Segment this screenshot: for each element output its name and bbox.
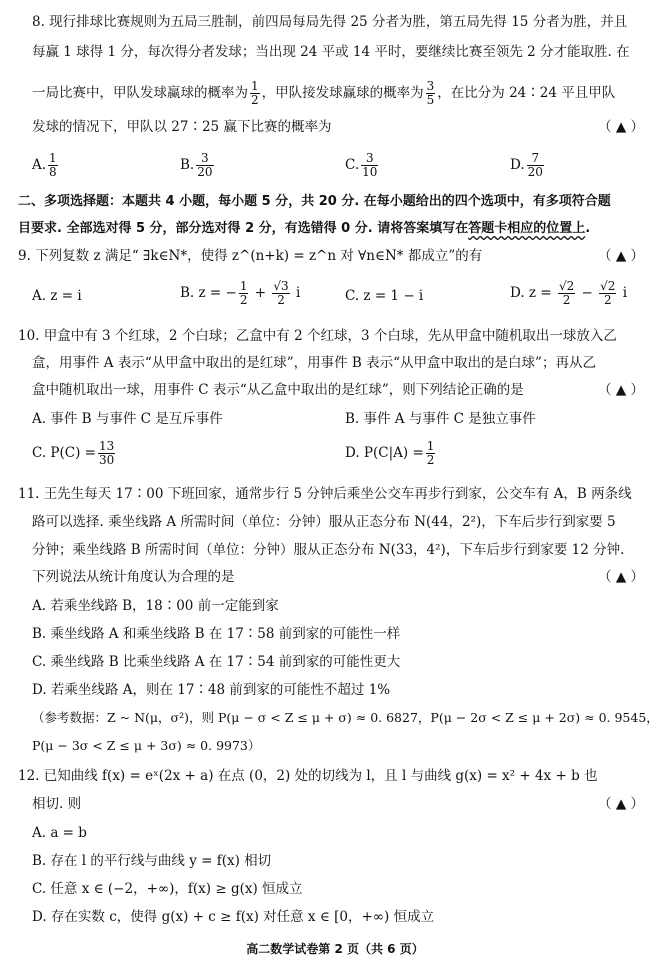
answer-mark: （ ▲ ） <box>598 796 644 812</box>
q12-line1: 12. 已知曲线 f(x) = eˣ(2x + a) 在点 (0，2) 处的切线为 l，且 l 与曲线 g(x) = x² + 4x + b 也 <box>18 768 598 784</box>
answer-mark: （ ▲ ） <box>598 119 644 135</box>
q10-option-c: C. P(C) = $\frac{13}{30}$ <box>32 439 115 467</box>
q9-option-c: C. z = 1 − i <box>345 288 424 304</box>
q8-option-b: B. $\frac{3}{20}$ <box>180 151 213 179</box>
q9-option-d: D. z = $\frac{√2}{2}$ − $\frac{√2}{2}$ i <box>510 279 628 307</box>
q12-option-d: D. 存在实数 c，使得 g(x) + c ≥ f(x) 对任意 x ∈ [0，+∞) 恒成立 <box>32 909 435 925</box>
q11-option-d: D. 若乘坐线路 A，则在 17∶48 前到家的可能性不超过 1% <box>32 682 391 698</box>
q10-option-d: D. P(C|A) = $\frac{1}{2}$ <box>345 439 435 467</box>
fraction: $\frac{3}{5}$ <box>426 79 435 107</box>
q10-line3: 盒中随机取出一球，用事件 C 表示“从乙盒中取出的是红球”，则下列结论正确的是 <box>32 382 524 398</box>
q8-option-c: C. $\frac{3}{10}$ <box>345 151 378 179</box>
q10-option-b: B. 事件 A 与事件 C 是独立事件 <box>345 411 536 427</box>
q8-line2: 每赢 1 球得 1 分，每次得分者发球；当出现 24 平或 14 平时，要继续比赛至领先 2 分才能取胜. 在 <box>32 44 630 60</box>
fraction: $\frac{1}{2}$ <box>251 79 259 107</box>
q11-line3: 分钟；乘坐线路 B 所需时间（单位：分钟）服从正态分布 N(33，4²)，下车后步行到家要 12 分钟. <box>32 542 625 558</box>
answer-mark: （ ▲ ） <box>598 569 644 585</box>
q10-line2: 盒，用事件 A 表示“从甲盒中取出的是红球”，用事件 B 表示“从甲盒中取出的是白球”；再从乙 <box>32 355 596 371</box>
page-footer: 高二数学试卷第 2 页（共 6 页） <box>246 942 424 956</box>
q11-reference-line2: P(μ − 3σ < Z ≤ μ + 3σ) ≈ 0. 9973） <box>32 738 261 753</box>
q8-option-a: A. $\frac{1}{8}$ <box>32 151 57 179</box>
q12-option-b: B. 存在 l 的平行线与曲线 y = f(x) 相切 <box>32 853 272 869</box>
q10-line1: 10. 甲盒中有 3 个红球，2 个白球；乙盒中有 2 个红球，3 个白球，先从甲盒中随机取出一球放入乙 <box>18 328 617 344</box>
q12-option-c: C. 任意 x ∈ (−2，+∞)，f(x) ≥ g(x) 恒成立 <box>32 881 303 897</box>
q9-option-a: A. z = i <box>32 288 82 304</box>
q12-option-a: A. a = b <box>32 825 87 841</box>
q10-option-a: A. 事件 B 与事件 C 是互斥事件 <box>32 411 223 427</box>
q11-line2: 路可以选择. 乘坐线路 A 所需时间（单位：分钟）服从正态分布 N(44，2²)，下车后步行到家要 5 <box>32 514 616 530</box>
q8-line4: 发球的情况下，甲队以 27∶25 赢下比赛的概率为 <box>32 119 332 135</box>
q8-line1: 8. 现行排球比赛规则为五局三胜制，前四局每局先得 25 分者为胜，第五局先得 15 分者为胜，并且 <box>32 14 628 30</box>
q11-reference-line1: （参考数据：Z ~ N(μ，σ²)，则 P(μ − σ < Z ≤ μ + σ) ≈ 0. 6827，P(μ − 2σ < Z ≤ μ + 2σ) ≈ 0. 9545， <box>32 710 659 725</box>
q11-option-b: B. 乘坐线路 A 和乘坐线路 B 在 17∶58 前到家的可能性一样 <box>32 626 401 642</box>
q11-line1: 11. 王先生每天 17∶00 下班回家，通常步行 5 分钟后乘坐公交车再步行到家，公交车有 A，B 两条线 <box>18 486 632 502</box>
q9-stem: 9. 下列复数 z 满足“ ∃k∈N*，使得 z^(n+k) = z^n 对 ∀n∈N* 都成立”的有 <box>18 248 483 264</box>
q12-line2: 相切. 则 <box>32 796 82 812</box>
section2-line2: 目要求. 全部选对得 5 分，部分选对得 2 分，有选错得 0 分. 请将答案填写在答题卡相应的位置上. <box>18 221 591 236</box>
answer-mark: （ ▲ ） <box>598 248 644 264</box>
q11-option-c: C. 乘坐线路 B 比乘坐线路 A 在 17∶54 前到家的可能性更大 <box>32 654 401 670</box>
q8-line3: 一局比赛中，甲队发球赢球的概率为 $\frac{1}{2}$ ，甲队接发球赢球的概率为 $\frac{3}{5}$ ，在比分为 24∶24 平且甲队 <box>32 79 616 107</box>
q9-option-b: B. z = − $\frac{1}{2}$ + $\frac{√3}{2}$ i <box>180 279 301 307</box>
q11-line4: 下列说法从统计角度认为合理的是 <box>32 569 235 585</box>
q11-option-a: A. 若乘坐线路 B，18∶00 前一定能到家 <box>32 598 279 614</box>
answer-mark: （ ▲ ） <box>598 382 644 398</box>
q8-option-d: D. $\frac{7}{20}$ <box>510 151 543 179</box>
section2-line1: 二、多项选择题：本题共 4 小题，每小题 5 分，共 20 分. 在每小题给出的四个选项中，有多项符合题 <box>18 194 611 209</box>
